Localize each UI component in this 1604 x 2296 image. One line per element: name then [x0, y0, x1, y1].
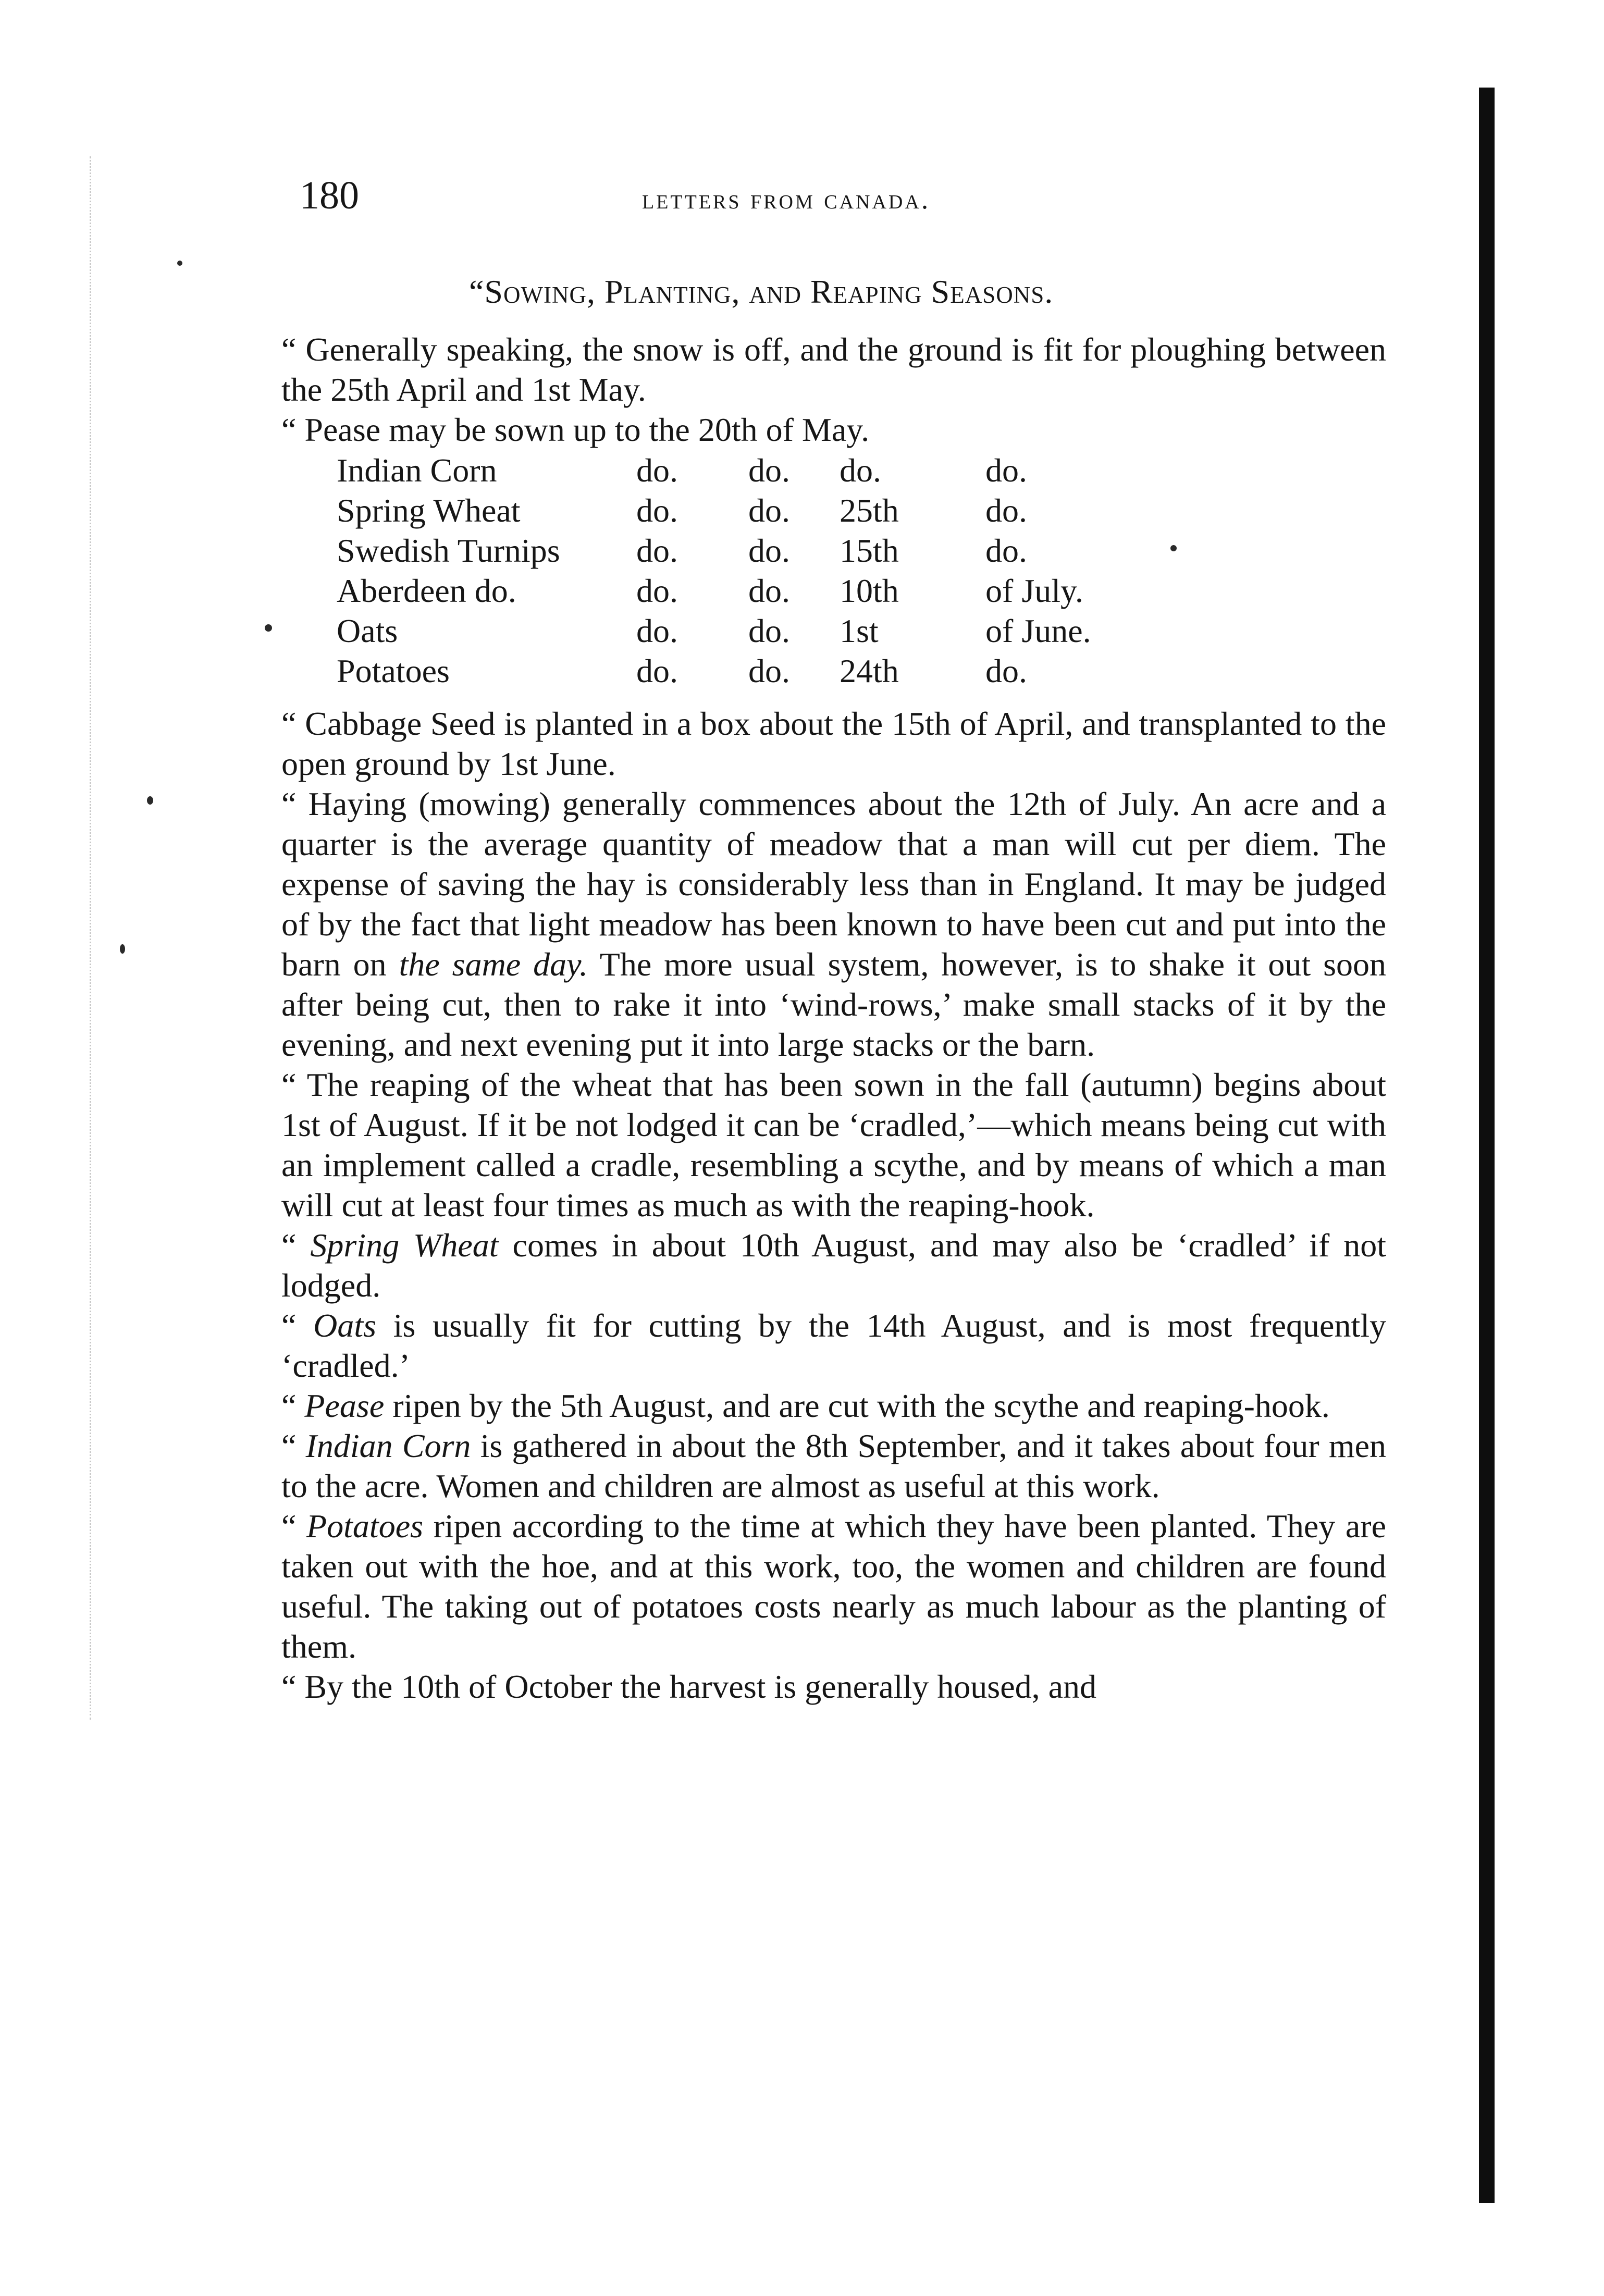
table-cell-crop: Indian Corn [337, 452, 497, 489]
paragraph-pease-ripen [281, 1386, 1386, 1426]
table-cell-do1: do. [636, 452, 678, 489]
ink-speck [265, 624, 272, 632]
table-cell-month: do. [985, 492, 1027, 529]
table-cell-month: do. [985, 652, 1027, 689]
paragraph-reaping: “ The reaping of the wheat that has been sown in the fall (autumn) begins about 1st of August. If it be not lodged it can be ‘cradled,’—which means being cut with an implement called a cradle, resembling a scythe, and by means of which a man will cut at least four times as much as with the reaping-hook. [281, 1066, 1386, 1224]
table-cell-do2: do. [748, 452, 790, 489]
table-cell-month: of June. [985, 612, 1091, 649]
table-cell-date: 15th [840, 532, 899, 569]
table-cell-do2: do. [748, 532, 790, 569]
table-cell-month: do. [985, 532, 1027, 569]
table-cell-crop: Swedish Turnips [337, 532, 560, 569]
gutter-mark [90, 156, 91, 1720]
paragraph-intro: “ Generally speaking, the snow is off, and the ground is fit for ploughing between the 25th April and 1st May. [281, 331, 1386, 408]
table-row [337, 571, 1121, 611]
table-row [337, 651, 1121, 691]
table-cell-date: do. [840, 452, 881, 489]
ink-speck [120, 944, 125, 954]
table-cell-do1: do. [636, 532, 678, 569]
indian-corn-term: Indian Corn [305, 1427, 471, 1464]
table-cell-do1: do. [636, 652, 678, 689]
table-row [337, 490, 1121, 530]
table-cell-do2: do. [748, 612, 790, 649]
spring-wheat-text: comes in about 10th August, and may also be ‘cradled’ if not lodged. [281, 1227, 1387, 1304]
pease-text: ripen by the 5th August, and are cut with the scythe and reaping-hook. [384, 1387, 1330, 1424]
quote-open: “ [281, 1307, 314, 1344]
potatoes-text: ripen according to the time at which they have been planted. They are taken out with the hoe, and at this work, too, the women and children are found useful. The taking out of potatoes costs nearly as much labour as the planting of them. [281, 1508, 1387, 1665]
haying-text-a: “ Haying (mowing) generally commences about the 12th of July. An acre and a quarter is the average quantity of meadow that a man will cut per diem. The expense of saving the hay is considerably less than in England. It may be judged of by the fact that light meadow has been known to have been cut and put into the barn on [281, 785, 1386, 983]
paragraph-oats [281, 1305, 1386, 1386]
page-number: 180 [300, 174, 359, 217]
potatoes-term: Potatoes [306, 1508, 424, 1545]
table-cell-date: 1st [840, 612, 879, 649]
sowing-table [337, 450, 1121, 691]
section-heading: “Sowing, Planting, and Reaping Seasons. [469, 273, 1054, 310]
quote-open: “ [281, 1227, 311, 1264]
spring-wheat-term: Spring Wheat [310, 1227, 499, 1264]
indian-corn-text: is gathered in about the 8th September, and it takes about four men to the acre. Women and children are almost as useful at this work. [281, 1427, 1387, 1504]
table-cell-crop: Aberdeen do. [337, 572, 516, 609]
paragraph-pease: “ Pease may be sown up to the 20th of May. [281, 411, 870, 448]
oats-text: is usually fit for cutting by the 14th August, and is most frequently ‘cradled.’ [281, 1307, 1387, 1384]
table-cell-do1: do. [636, 612, 678, 649]
table-cell-do2: do. [748, 492, 790, 529]
haying-text-b: The more usual system, however, is to shake it out soon after being cut, then to rake it into ‘wind-rows,’ make small stacks of it by the evening, and next evening put it into large stacks or the barn. [281, 946, 1387, 1063]
paragraph-haying [281, 784, 1386, 1065]
table-cell-date: 24th [840, 652, 899, 689]
table-cell-date: 10th [840, 572, 899, 609]
table-cell-month: do. [985, 452, 1027, 489]
table-cell-crop: Potatoes [337, 652, 450, 689]
table-row [337, 530, 1121, 571]
quote-open: “ [281, 1508, 307, 1545]
table-cell-date: 25th [840, 492, 899, 529]
body-text [281, 703, 1386, 1707]
paragraph-spring-wheat [281, 1225, 1386, 1305]
table-cell-crop: Spring Wheat [337, 492, 521, 529]
quote-open: “ [281, 1427, 306, 1464]
table-cell-do1: do. [636, 572, 678, 609]
table-cell-do2: do. [748, 652, 790, 689]
oats-term: Oats [313, 1307, 377, 1344]
table-cell-do2: do. [748, 572, 790, 609]
pease-term: Pease [304, 1387, 385, 1424]
quote-open: “ [281, 1387, 305, 1424]
binding-shadow [1479, 88, 1495, 2203]
paragraph-cabbage: “ Cabbage Seed is planted in a box about the 15th of April, and transplanted to the open ground by 1st June. [281, 705, 1386, 782]
table-row [337, 450, 1121, 490]
table-row [337, 611, 1121, 651]
table-cell-crop: Oats [337, 612, 398, 649]
running-head: letters from canada. [642, 183, 931, 215]
paragraph-indian-corn [281, 1426, 1386, 1506]
paragraph-harvest: “ By the 10th of October the harvest is generally housed, and [281, 1668, 1096, 1705]
ink-speck [1170, 545, 1177, 551]
ink-speck [177, 261, 182, 266]
ink-speck [147, 796, 153, 805]
page-header [0, 169, 1604, 232]
table-cell-do1: do. [636, 492, 678, 529]
haying-emphasis: the same day. [399, 946, 588, 983]
paragraph-potatoes [281, 1506, 1386, 1667]
table-cell-month: of July. [985, 572, 1083, 609]
